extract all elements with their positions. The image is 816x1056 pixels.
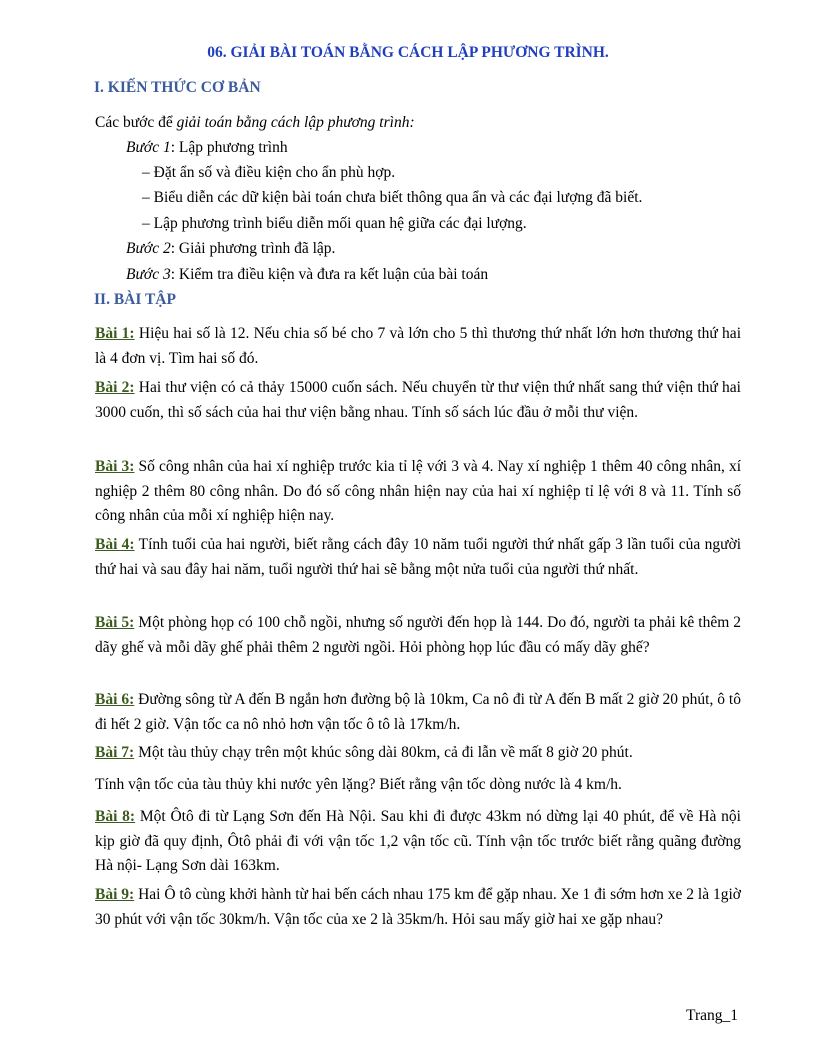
problem-8 (95, 805, 741, 879)
problem-3 (95, 455, 741, 529)
problem-label: Bài 9: (95, 886, 135, 903)
problem-text: Tính vận tốc của tàu thủy khi nước yên lặng? Biết rằng vận tốc dòng nước là 4 km/h. (95, 776, 622, 793)
page-number: Trang_1 (686, 1007, 738, 1024)
problem-text: Hai Ô tô cùng khởi hành từ hai bến cách nhau 175 km để gặp nhau. Xe 1 đi sớm hơn xe 2 là 1giờ 30 phút với vận tốc 30km/h. Vận tốc của xe 2 là 35km/h. Hỏi sau mấy giờ hai xe gặp nhau? (95, 886, 741, 928)
section-heading-basics: I. KIẾN THỨC CƠ BẢN (94, 79, 261, 96)
problem-text: Đường sông từ A đến B ngắn hơn đường bộ là 10km, Ca nô đi từ A đến B mất 2 giờ 20 phút, ô tô đi hết 2 giờ. Vận tốc ca nô nhỏ hơn vận tốc ô tô là 17km/h. (95, 691, 741, 733)
substep-3: – Lập phương trình biểu diễn mối quan hệ giữa các đại lượng. (142, 215, 527, 232)
problem-5 (95, 611, 741, 660)
problem-label: Bài 1: (95, 325, 135, 342)
step-1 (126, 139, 288, 157)
problem-text: Một tàu thủy chạy trên một khúc sông dài 80km, cả đi lẫn về mất 8 giờ 20 phút. (134, 744, 633, 761)
problem-label: Bài 7: (95, 744, 135, 761)
problem-text: Một Ôtô đi từ Lạng Sơn đến Hà Nội. Sau khi đi được 43km nó dừng lại 40 phút, để về Hà nội kịp giờ đã quy định, Ôtô phải đi với vận tốc 1,2 vận tốc cũ. Tính vận tốc trước biết rằng quãng đường Hà nội- Lạng Sơn dài 163km. (95, 808, 741, 874)
step-2 (126, 240, 335, 258)
step-2-label: Bước 2 (126, 240, 171, 257)
problem-label: Bài 2: (95, 379, 135, 396)
problem-label: Bài 6: (95, 691, 135, 708)
problem-text: Một phòng họp có 100 chỗ ngồi, nhưng số người đến họp là 144. Do đó, người ta phải kê thêm 2 dãy ghế và mỗi dãy ghế phải thêm 2 người ngồi. Hỏi phòng họp lúc đầu có mấy dãy ghế? (95, 614, 741, 656)
problem-1 (95, 322, 741, 371)
problem-7-continued (95, 773, 741, 798)
problem-4 (95, 533, 741, 582)
step-3-text: : Kiểm tra điều kiện và đưa ra kết luận của bài toán (170, 266, 489, 283)
problem-label: Bài 5: (95, 614, 135, 631)
intro-line (95, 114, 415, 132)
section-heading-exercises: II. BÀI TẬP (94, 291, 176, 308)
problem-label: Bài 3: (95, 458, 135, 475)
problem-7 (95, 741, 741, 766)
step-3-label: Bước 3 (126, 266, 171, 283)
intro-prefix: Các bước để (95, 114, 177, 131)
substep-1: – Đặt ẩn số và điều kiện cho ẩn phù hợp. (142, 164, 396, 181)
problem-label: Bài 8: (95, 808, 136, 825)
intro-italic: giải toán bằng cách lập phương trình: (176, 114, 415, 131)
problem-label: Bài 4: (95, 536, 135, 553)
problem-text: Hiệu hai số là 12. Nếu chia số bé cho 7 và lớn cho 5 thì thương thứ nhất lớn hơn thương thứ hai là 4 đơn vị. Tìm hai số đó. (95, 325, 741, 367)
problem-text: Tính tuổi của hai người, biết rằng cách đây 10 năm tuổi người thứ nhất gấp 3 lần tuổi của người thứ hai và sau đây hai năm, tuổi người thứ hai sẽ bằng một nửa tuổi của người thứ nhất. (95, 536, 742, 578)
step-2-text: : Giải phương trình đã lập. (170, 240, 336, 257)
step-3 (126, 266, 488, 284)
problem-text: Số công nhân của hai xí nghiệp trước kia tỉ lệ với 3 và 4. Nay xí nghiệp 1 thêm 40 công nhân, xí nghiệp 2 thêm 80 công nhân. Do đó số công nhân hiện nay của hai xí nghiệp tỉ lệ với 8 và 11. Tính số công nhân của mỗi xí nghiệp hiện nay. (95, 458, 741, 524)
step-1-label: Bước 1 (126, 139, 171, 156)
problem-9 (95, 883, 741, 932)
problem-text: Hai thư viện có cả thảy 15000 cuốn sách. Nếu chuyển từ thư viện thứ nhất sang thứ viện thứ hai 3000 cuốn, thì số sách của hai thư viện bằng nhau. Tính số sách lúc đầu ở mỗi thư viện. (95, 379, 741, 421)
step-1-text: : Lập phương trình (170, 139, 288, 156)
problem-6 (95, 688, 741, 737)
page-title: 06. GIẢI BÀI TOÁN BẰNG CÁCH LẬP PHƯƠNG TRÌNH. (207, 44, 609, 61)
substep-2: – Biểu diễn các dữ kiện bài toán chưa biết thông qua ẩn và các đại lượng đã biết. (142, 189, 643, 206)
problem-2 (95, 376, 741, 425)
